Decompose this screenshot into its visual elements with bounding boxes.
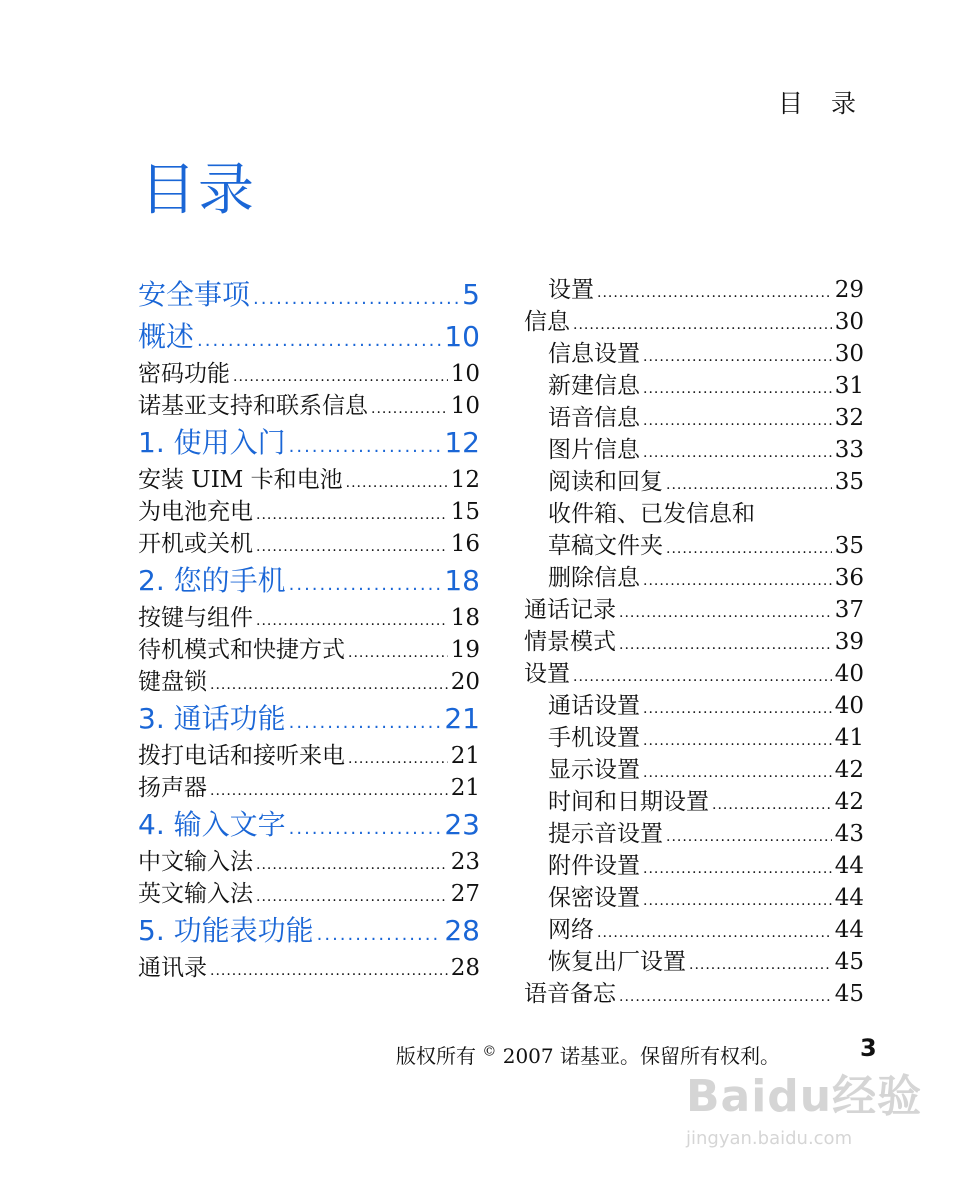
toc-entry-label: 语音信息 — [548, 405, 640, 431]
page-title: 目录 — [140, 158, 256, 223]
toc-entry-page: 10 — [444, 320, 480, 353]
dot-leader — [289, 564, 442, 602]
toc-entry-page: 42 — [834, 757, 864, 783]
toc-entry-page: 18 — [444, 564, 480, 597]
dot-leader — [689, 949, 832, 978]
toc-entry[interactable] — [524, 338, 864, 370]
copyright-symbol: © — [482, 1043, 497, 1060]
toc-entry-page: 39 — [834, 629, 864, 655]
toc-entry-page: 33 — [834, 437, 864, 463]
dot-leader — [256, 849, 448, 878]
dot-leader — [289, 702, 442, 740]
toc-entry-label: 语音备忘 — [524, 981, 616, 1007]
dot-leader — [256, 531, 448, 560]
toc-entry[interactable] — [138, 528, 480, 560]
toc-entry-label: 提示音设置 — [548, 821, 663, 847]
toc-entry-page: 29 — [834, 277, 864, 303]
toc-entry[interactable] — [524, 946, 864, 978]
dot-leader — [643, 341, 832, 370]
toc-entry[interactable] — [524, 402, 864, 434]
toc-entry-page: 21 — [444, 702, 480, 735]
running-header: 目 录 — [778, 89, 866, 118]
toc-entry-page: 21 — [450, 775, 480, 801]
toc-entry-label: 网络 — [548, 917, 594, 943]
toc-entry-page: 44 — [834, 885, 864, 911]
dot-leader — [643, 725, 832, 754]
toc-entry[interactable] — [138, 878, 480, 910]
toc-section-entry[interactable] — [138, 910, 480, 952]
baidu-watermark — [686, 1060, 926, 1170]
toc-entry[interactable] — [524, 978, 864, 1010]
dot-leader — [666, 821, 832, 850]
toc-entry-page: 42 — [834, 789, 864, 815]
toc-entry[interactable] — [138, 846, 480, 878]
toc-entry[interactable] — [138, 952, 480, 984]
toc-entry-page: 28 — [450, 955, 480, 981]
copyright-prefix: 版权所有 — [396, 1044, 476, 1068]
toc-entry[interactable] — [524, 914, 864, 946]
toc-entry-label: 3. 通话功能 — [138, 702, 286, 735]
toc-entry-label: 设置 — [548, 277, 594, 303]
toc-section-entry[interactable] — [138, 422, 480, 464]
toc-entry-label: 设置 — [524, 661, 570, 687]
toc-entry-label: 通讯录 — [138, 955, 207, 981]
toc-entry-label: 中文输入法 — [138, 849, 253, 875]
toc-entry-page: 35 — [834, 469, 864, 495]
toc-entry-label: 阅读和回复 — [548, 469, 663, 495]
toc-entry[interactable] — [524, 850, 864, 882]
dot-leader — [597, 277, 832, 306]
toc-entry-label: 概述 — [138, 320, 195, 353]
toc-entry-page: 18 — [450, 605, 480, 631]
dot-leader — [643, 885, 832, 914]
toc-entry-label: 信息设置 — [548, 341, 640, 367]
dot-leader — [643, 693, 832, 722]
toc-entry-page: 30 — [834, 309, 864, 335]
dot-leader — [289, 808, 442, 846]
toc-entry-label: 恢复出厂设置 — [548, 949, 686, 975]
toc-entry[interactable] — [524, 818, 864, 850]
dot-leader — [619, 597, 832, 626]
toc-entry[interactable] — [138, 740, 480, 772]
toc-entry[interactable] — [524, 562, 864, 594]
toc-entry-label: 为电池充电 — [138, 499, 253, 525]
toc-entry[interactable] — [524, 306, 864, 338]
toc-entry-page: 44 — [834, 853, 864, 879]
dot-leader — [256, 499, 448, 528]
toc-entry-label: 删除信息 — [548, 565, 640, 591]
toc-entry-label: 通话设置 — [548, 693, 640, 719]
dot-leader — [666, 469, 832, 498]
dot-leader — [210, 669, 448, 698]
toc-entry-page: 23 — [444, 808, 480, 841]
toc-entry-page: 28 — [444, 914, 480, 947]
toc-entry-label: 4. 输入文字 — [138, 808, 286, 841]
toc-entry-label: 安全事项 — [138, 278, 251, 311]
dot-leader — [210, 775, 448, 804]
toc-entry-page: 20 — [450, 669, 480, 695]
toc-section-entry[interactable] — [138, 316, 480, 358]
toc-section-entry[interactable] — [138, 560, 480, 602]
toc-section-entry[interactable] — [138, 698, 480, 740]
toc-entry-label: 图片信息 — [548, 437, 640, 463]
dot-leader — [233, 361, 448, 390]
toc-entry-continuation: 收件箱、已发信息和 — [548, 501, 755, 527]
toc-entry-page: 41 — [834, 725, 864, 751]
toc-left-column — [138, 274, 480, 984]
toc-entry-page: 31 — [834, 373, 864, 399]
dot-leader — [597, 917, 832, 946]
dot-leader — [643, 405, 832, 434]
toc-entry-label: 拨打电话和接听来电 — [138, 743, 345, 769]
toc-entry-page: 37 — [834, 597, 864, 623]
toc-entry-page: 10 — [450, 393, 480, 419]
dot-leader — [643, 437, 832, 466]
toc-entry[interactable] — [138, 358, 480, 390]
page-number: 3 — [860, 1034, 877, 1062]
toc-entry-label: 安装 UIM 卡和电池 — [138, 467, 343, 493]
dot-leader — [256, 605, 448, 634]
toc-entry-label: 时间和日期设置 — [548, 789, 709, 815]
toc-right-column — [524, 274, 864, 1010]
dot-leader — [573, 661, 832, 690]
toc-entry-label: 新建信息 — [548, 373, 640, 399]
toc-section-entry[interactable] — [138, 274, 480, 316]
toc-entry[interactable] — [138, 634, 480, 666]
dot-leader — [712, 789, 832, 818]
toc-entry[interactable] — [524, 594, 864, 626]
dot-leader — [317, 914, 442, 952]
dot-leader — [346, 467, 448, 496]
toc-entry-page: 16 — [450, 531, 480, 557]
toc-entry-label: 按键与组件 — [138, 605, 253, 631]
copyright-suffix: 2007 诺基亚。保留所有权利。 — [502, 1044, 780, 1068]
dot-leader — [348, 637, 448, 666]
toc-entry-label: 2. 您的手机 — [138, 564, 286, 597]
dot-leader — [348, 743, 448, 772]
toc-entry[interactable] — [524, 658, 864, 690]
toc-entry[interactable] — [524, 466, 864, 498]
toc-entry-label: 附件设置 — [548, 853, 640, 879]
toc-entry-label: 信息 — [524, 309, 570, 335]
toc-entry[interactable] — [524, 722, 864, 754]
toc-entry-label: 草稿文件夹 — [548, 533, 663, 559]
toc-entry-label: 5. 功能表功能 — [138, 914, 314, 947]
toc-entry-page: 40 — [834, 693, 864, 719]
toc-entry[interactable] — [524, 754, 864, 786]
toc-entry[interactable] — [138, 464, 480, 496]
dot-leader — [643, 853, 832, 882]
toc-entry-page: 35 — [834, 533, 864, 559]
toc-entry-label: 密码功能 — [138, 361, 230, 387]
dot-leader — [256, 881, 448, 910]
dot-leader — [253, 278, 459, 316]
toc-entry-label: 英文输入法 — [138, 881, 253, 907]
toc-entry[interactable] — [524, 274, 864, 306]
toc-entry[interactable] — [524, 690, 864, 722]
toc-section-entry[interactable] — [138, 804, 480, 846]
toc-entry-page: 12 — [444, 426, 480, 459]
toc-entry[interactable] — [138, 602, 480, 634]
toc-entry-page: 10 — [450, 361, 480, 387]
toc-entry-page: 45 — [834, 949, 864, 975]
toc-entry-page: 30 — [834, 341, 864, 367]
toc-entry-page: 44 — [834, 917, 864, 943]
toc-entry-page: 15 — [450, 499, 480, 525]
toc-entry-label: 保密设置 — [548, 885, 640, 911]
dot-leader — [289, 426, 442, 464]
dot-leader — [619, 629, 832, 658]
toc-entry-page: 36 — [834, 565, 864, 591]
dot-leader — [643, 565, 832, 594]
dot-leader — [197, 320, 441, 358]
toc-entry[interactable] — [138, 390, 480, 422]
toc-entry-label: 开机或关机 — [138, 531, 253, 557]
dot-leader — [643, 373, 832, 402]
toc-entry-page: 45 — [834, 981, 864, 1007]
toc-entry-label: 待机模式和快捷方式 — [138, 637, 345, 663]
toc-entry-page: 23 — [450, 849, 480, 875]
watermark-logo: Baidu经验 — [686, 1071, 923, 1122]
toc-entry[interactable] — [524, 786, 864, 818]
toc-entry-page: 40 — [834, 661, 864, 687]
toc-entry-page: 27 — [450, 881, 480, 907]
toc-entry-page: 21 — [450, 743, 480, 769]
toc-entry-page: 5 — [462, 278, 480, 311]
toc-entry[interactable] — [524, 530, 864, 562]
toc-entry[interactable] — [138, 666, 480, 698]
toc-entry-label: 扬声器 — [138, 775, 207, 801]
watermark-url: jingyan.baidu.com — [686, 1128, 853, 1149]
dot-leader — [573, 309, 832, 338]
dot-leader — [619, 981, 832, 1010]
toc-entry[interactable] — [524, 434, 864, 466]
toc-entry[interactable] — [138, 772, 480, 804]
toc-entry[interactable] — [138, 496, 480, 528]
toc-entry[interactable] — [524, 626, 864, 658]
toc-entry-label: 通话记录 — [524, 597, 616, 623]
dot-leader — [666, 533, 832, 562]
toc-entry-page: 12 — [450, 467, 480, 493]
dot-leader — [643, 757, 832, 786]
toc-entry-label: 1. 使用入门 — [138, 426, 286, 459]
toc-entry-page: 32 — [834, 405, 864, 431]
toc-entry-page: 43 — [834, 821, 864, 847]
toc-entry-page: 19 — [450, 637, 480, 663]
toc-entry-label: 手机设置 — [548, 725, 640, 751]
dot-leader — [371, 393, 448, 422]
toc-entry-label: 显示设置 — [548, 757, 640, 783]
toc-entry-label: 诺基亚支持和联系信息 — [138, 393, 368, 419]
toc-entry-label: 情景模式 — [524, 629, 616, 655]
toc-entry[interactable] — [524, 370, 864, 402]
toc-entry-label: 键盘锁 — [138, 669, 207, 695]
toc-entry[interactable] — [524, 882, 864, 914]
dot-leader — [210, 955, 448, 984]
